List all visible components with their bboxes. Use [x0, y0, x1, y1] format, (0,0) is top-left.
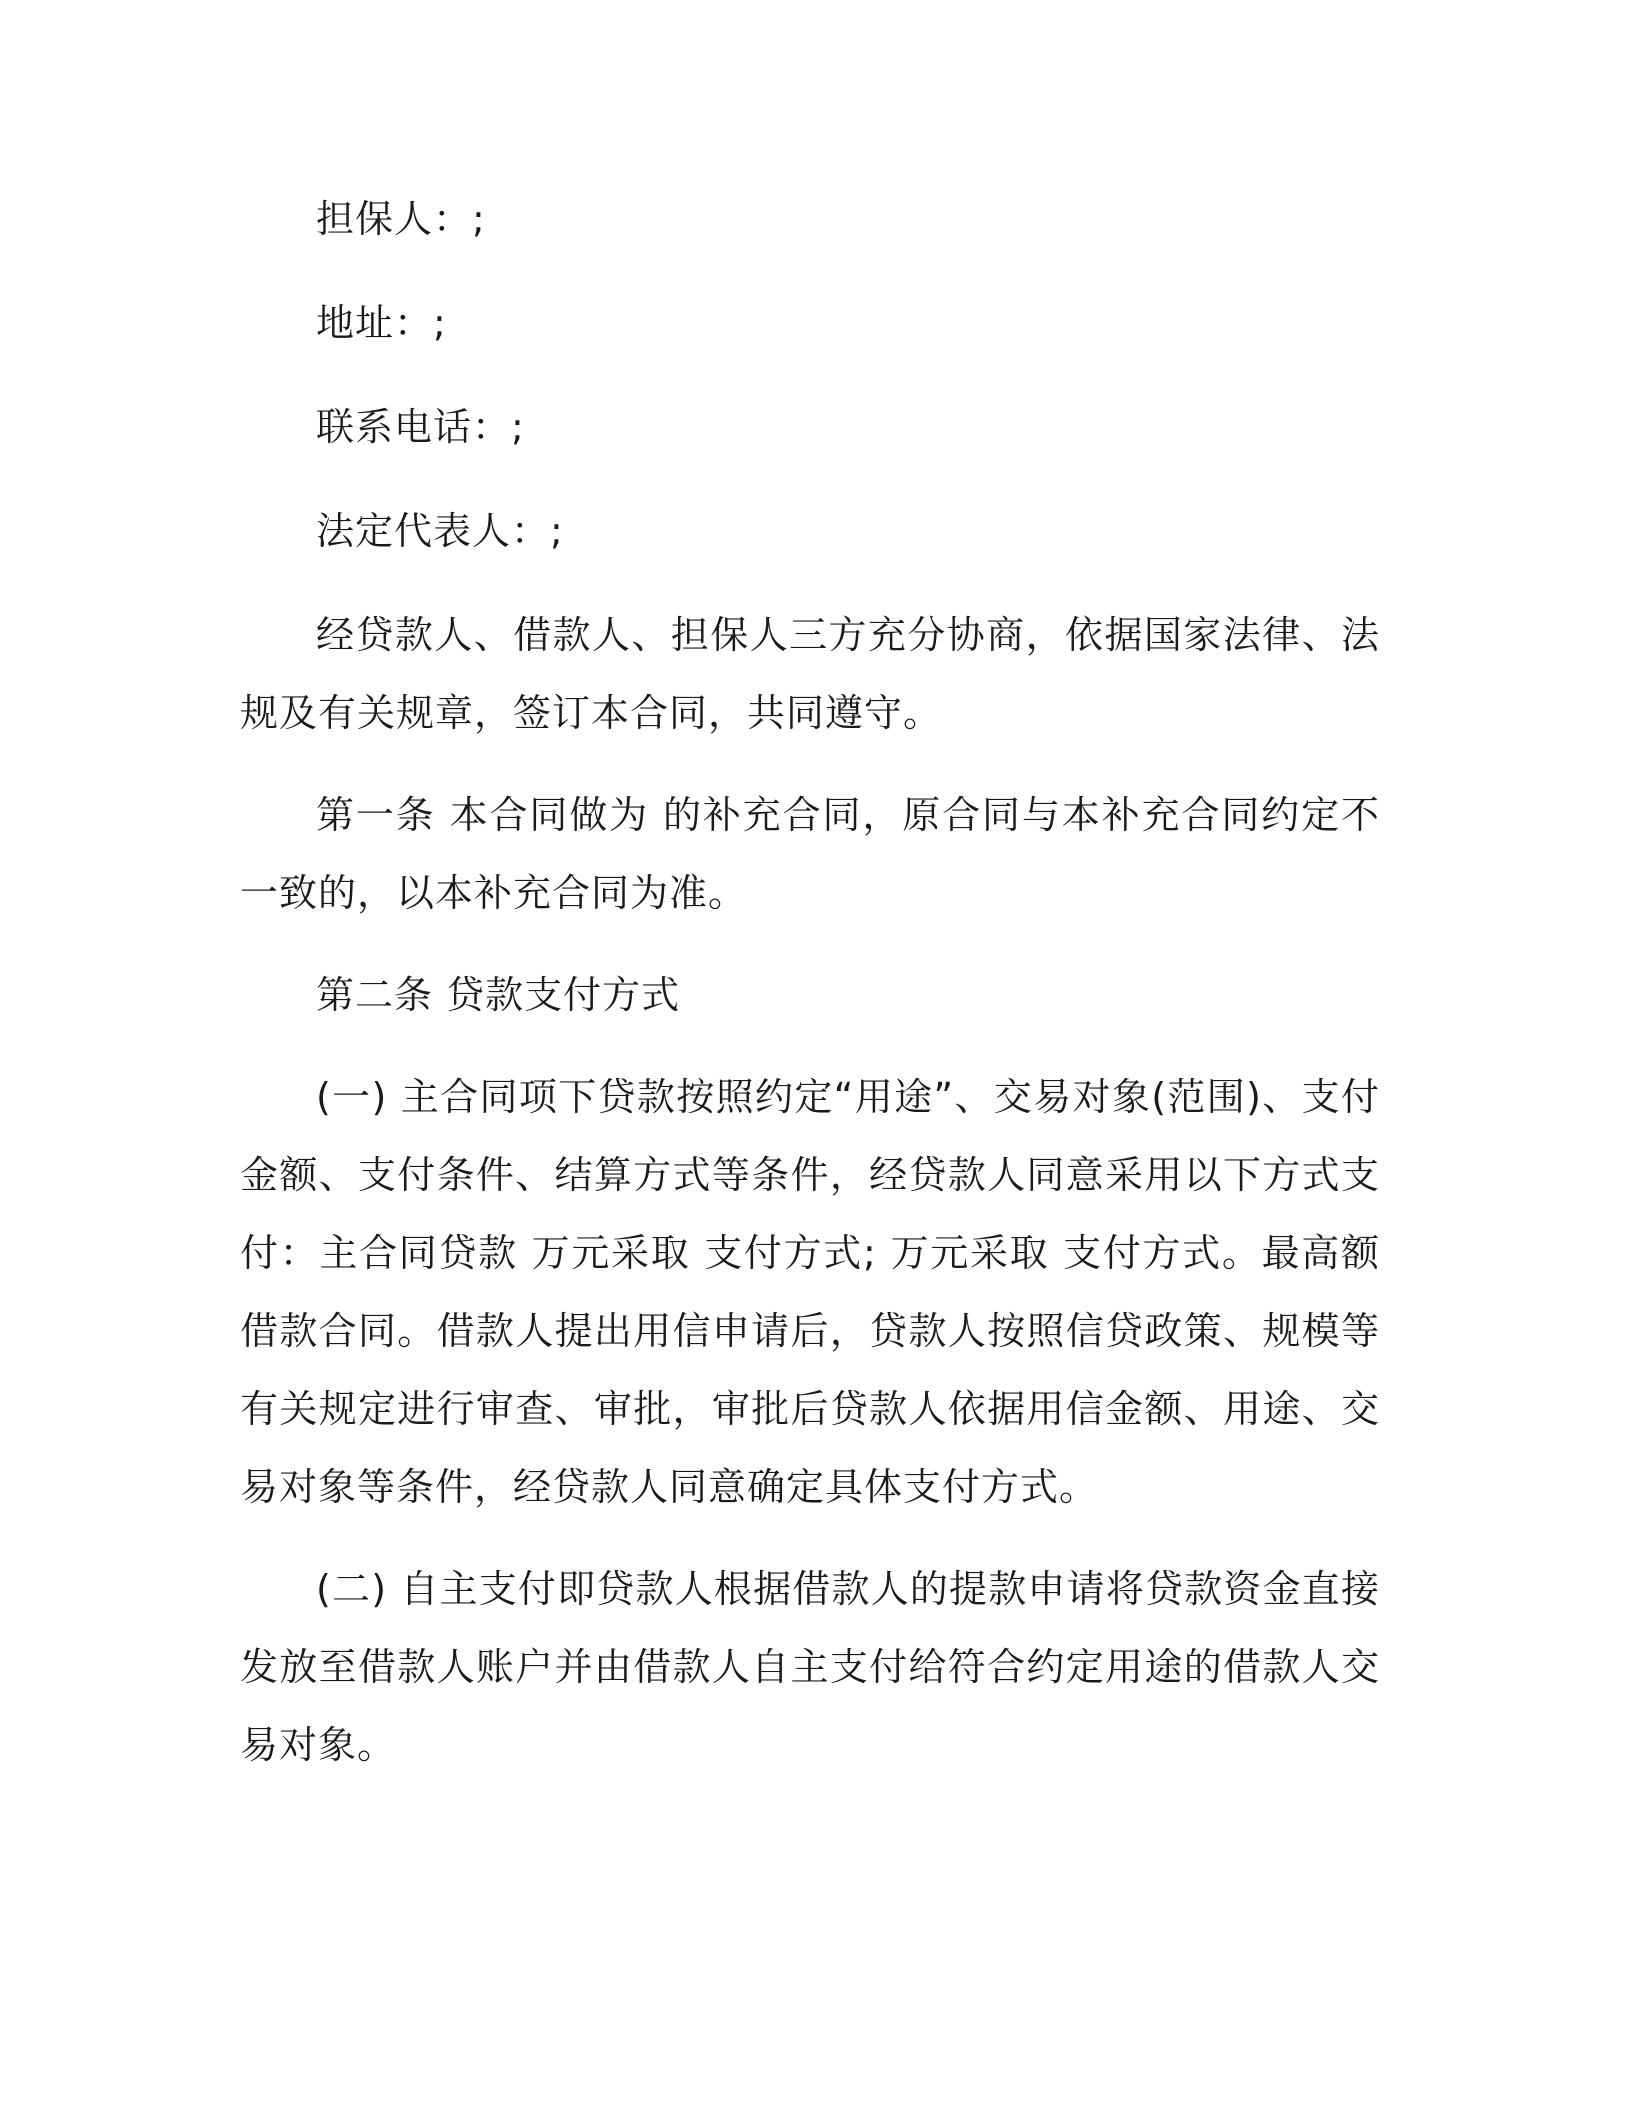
address-field: 地址：; [316, 301, 447, 345]
article-two-heading: 第二条 贷款支付方式 [316, 973, 681, 1017]
document-body [240, 180, 1380, 1808]
legal-representative-field: 法定代表人：; [316, 509, 564, 553]
clause-two-paragraph: (二) 自主支付即贷款人根据借款人的提款申请将贷款资金直接发放至借款人账户并由借款人自主支付给符合约定用途的借款人交易对象。 [240, 1567, 1380, 1767]
preamble-paragraph: 经贷款人、借款人、担保人三方充分协商，依据国家法律、法规及有关规章，签订本合同，共同遵守。 [240, 613, 1380, 735]
phone-field: 联系电话：; [316, 405, 525, 449]
clause-one-paragraph: (一) 主合同项下贷款按照约定“用途”、交易对象(范围)、支付金额、支付条件、结算方式等条件，经贷款人同意采用以下方式支付：主合同贷款 万元采取 支付方式; 万元采取 支付方式。最高额借款合同。借款人提出用信申请后，贷款人按照信贷政策、规模等有关规定进行审查、审批，审批后贷款人依据用信金额、用途、交易对象等条件，经贷款人同意确定具体支付方式。 [240, 1075, 1380, 1509]
article-one-paragraph: 第一条 本合同做为 的补充合同，原合同与本补充合同约定不一致的，以本补充合同为准。 [240, 793, 1380, 915]
guarantor-field: 担保人：; [316, 197, 486, 241]
